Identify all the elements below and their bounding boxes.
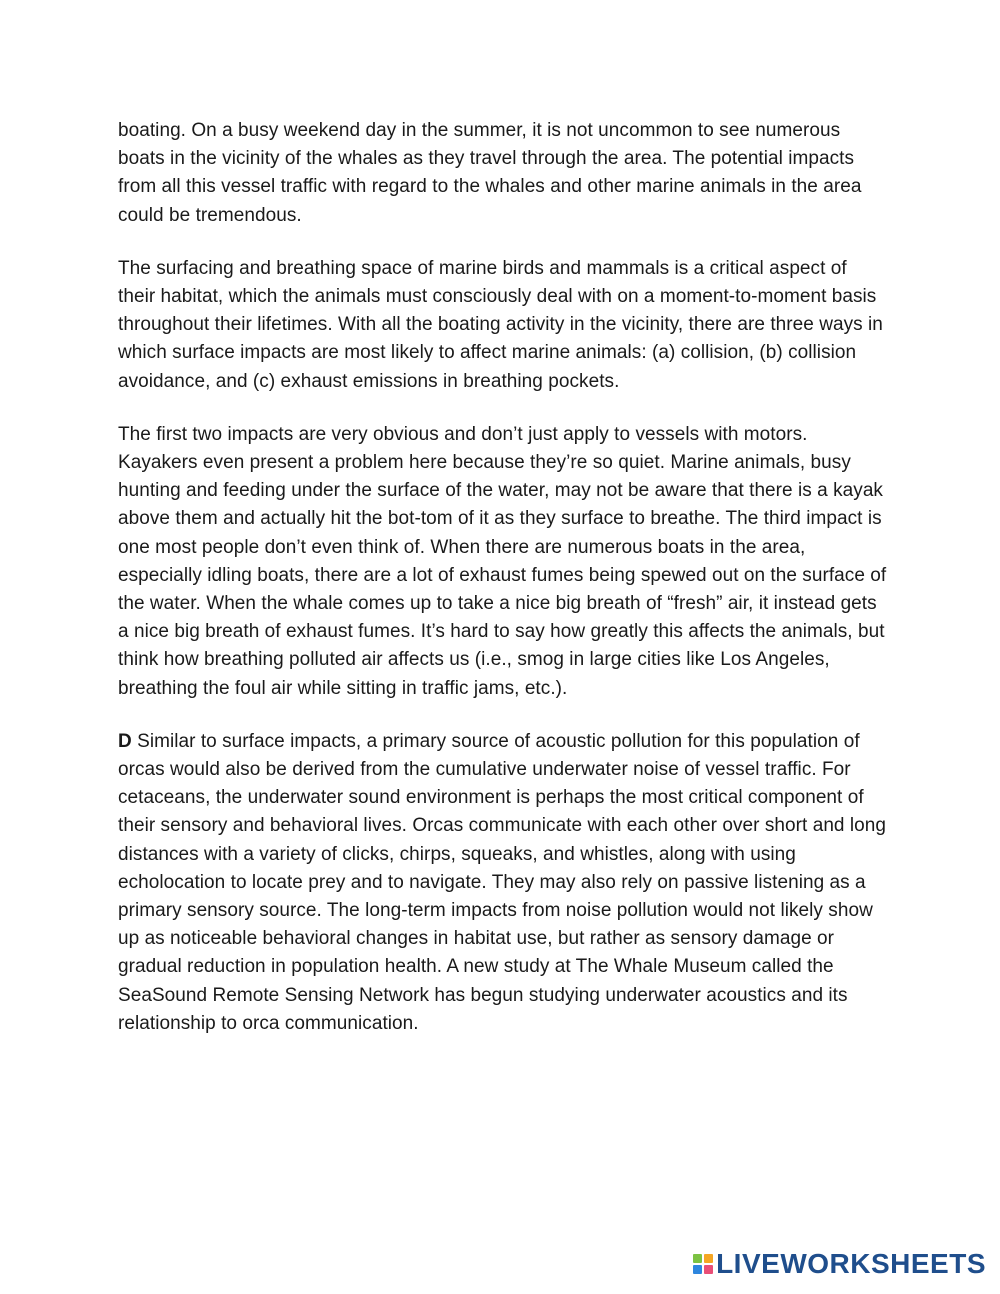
liveworksheets-logo-icon bbox=[693, 1254, 713, 1274]
paragraph-4-text: Similar to surface impacts, a primary source of acoustic pollution for this population of orcas would also be derived from the cumulative underwater noise of vessel traffic. For cetaceans, the underwater sound environment is perhaps the most critical component of their sensory and behavioral lives. Orcas communicate with each other over short and long distances with a variety of clicks, chirps, squeaks, and whistles, along with using echolocation to locate prey and to navigate. They may also rely on passive listening as a primary sensory source. The long-term impacts from noise pollution would not likely show up as noticeable behavioral changes in habitat use, but rather as sensory damage or gradual reduction in population health. A new study at The Whale Museum called the SeaSound Remote Sensing Network has begun studying underwater acoustics and its relationship to orca communication. bbox=[118, 730, 887, 1034]
logo-square-3 bbox=[693, 1265, 702, 1274]
logo-square-1 bbox=[693, 1254, 702, 1263]
document-body bbox=[118, 117, 888, 1063]
paragraph-4-lead: D bbox=[118, 730, 132, 752]
paragraph-4 bbox=[118, 728, 888, 1038]
paragraph-1-text: boating. On a busy weekend day in the summer, it is not uncommon to see numerous boats in the vicinity of the whales as they travel through the area. The potential impacts from all this vessel traffic with regard to the whales and other marine animals in the area could be tremendous. bbox=[118, 120, 862, 226]
liveworksheets-logo bbox=[693, 1244, 986, 1284]
paragraph-2 bbox=[118, 255, 888, 396]
logo-square-2 bbox=[704, 1254, 713, 1263]
paragraph-3 bbox=[118, 421, 888, 703]
liveworksheets-logo-text: LIVEWORKSHEETS bbox=[716, 1248, 986, 1279]
logo-square-4 bbox=[704, 1265, 713, 1274]
paragraph-1 bbox=[118, 117, 888, 230]
paragraph-3-text: The first two impacts are very obvious and don’t just apply to vessels with motors. Kayakers even present a problem here because they’re so quiet. Marine animals, busy hunting and feeding under the surface of the water, may not be aware that there is a kayak above them and actually hit the bot-tom of it as they surface to breathe. The third impact is one most people don’t even think of. When there are numerous boats in the area, especially idling boats, there are a lot of exhaust fumes being spewed out on the surface of the water. When the whale comes up to take a nice big breath of “fresh” air, it instead gets a nice big breath of exhaust fumes. It’s hard to say how greatly this affects the animals, but think how breathing polluted air affects us (i.e., smog in large cities like Los Angeles, breathing the foul air while sitting in traffic jams, etc.). bbox=[118, 423, 887, 699]
paragraph-2-text: The surfacing and breathing space of marine birds and mammals is a critical aspect of their habitat, which the animals must consciously deal with on a moment-to-moment basis throughout their lifetimes. With all the boating activity in the vicinity, there are three ways in which surface impacts are most likely to affect marine animals: (a) collision, (b) collision avoidance, and (c) exhaust emissions in breathing pockets. bbox=[118, 257, 883, 392]
